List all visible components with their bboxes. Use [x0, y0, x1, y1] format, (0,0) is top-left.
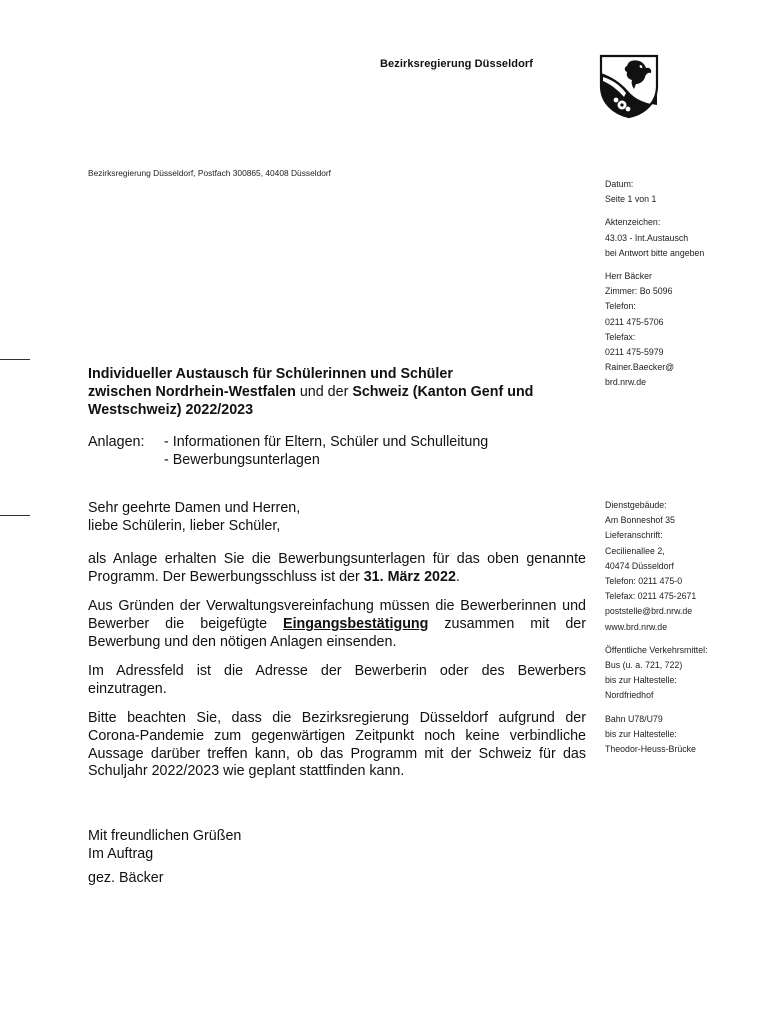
room-number: Zimmer: Bo 5096: [605, 286, 673, 297]
tram-stop-label: bis zur Haltestelle:: [605, 728, 677, 739]
fax-label: Telefax:: [605, 331, 636, 342]
fold-mark-bottom: [0, 515, 30, 516]
deadline-end: .: [455, 568, 460, 585]
authority-name: Bezirksregierung Düsseldorf: [380, 58, 534, 70]
deadline-text: als Anlage erhalten Sie die Bewerbungsunterlagen für das oben genannte Programm. Der Bewerbungsschluss ist der: [88, 551, 586, 585]
fax-number: 0211 475-5979: [605, 347, 664, 358]
phone-label: Telefon:: [605, 301, 636, 312]
tram-lines: Bahn U78/U79: [605, 713, 663, 724]
attachment-item: - Informationen für Eltern, Schüler und Schulleitung: [164, 434, 489, 450]
subject-connector: und der: [295, 384, 353, 401]
fold-mark-top: [0, 359, 30, 360]
file-ref: 43.03 - Int.Austausch: [605, 232, 689, 243]
nrw-coat-of-arms-icon: [598, 53, 660, 119]
paragraph-address: Im Adressfeld ist die Adresse der Bewerberin oder des Bewerbers einzutragen.: [88, 663, 586, 697]
office-email: poststelle@brd.nrw.de: [605, 606, 693, 617]
salutation: [88, 500, 586, 535]
paragraph-pandemic: Bitte beachten Sie, dass die Bezirksregierung Düsseldorf aufgrund der Corona-Pandemie zum gegenwärtigen Zeitpunkt noch keine verbindliche Aussage darüber treffen kann, ob das Programm mit der Schweiz für das Schuljahr 2022/2023 wie geplant stattfinden kann.: [88, 710, 586, 780]
file-ref-label: Aktenzeichen:: [605, 217, 661, 228]
confirmation-emphasis: Eingangsbestätigung: [283, 615, 429, 632]
subject-switzerland: Schweiz (Kanton Genf und Westschweiz) 2022/2023: [88, 384, 534, 419]
office-phone: Telefon: 0211 475-0: [605, 576, 683, 587]
email-line-2: brd.nrw.de: [605, 377, 647, 388]
delivery-street: Cecilienallee 2,: [605, 545, 665, 556]
delivery-label: Lieferanschrift:: [605, 530, 663, 541]
paragraph-confirmation: [88, 598, 586, 651]
closing-on-behalf: Im Auftrag: [88, 846, 154, 862]
subject-region: zwischen Nordrhein-Westfalen: [88, 384, 296, 401]
file-ref-note: bei Antwort bitte angeben: [605, 247, 705, 258]
transport-label: Öffentliche Verkehrsmittel:: [605, 644, 708, 655]
bus-stop-label: bis zur Haltestelle:: [605, 675, 677, 686]
signature: gez. Bäcker: [88, 870, 164, 886]
letter-closing: [88, 827, 241, 887]
bus-stop: Nordfriedhof: [605, 690, 654, 701]
phone-number: 0211 475-5706: [605, 316, 664, 327]
bus-lines: Bus (u. a. 721, 722): [605, 660, 683, 671]
email-line-1: Rainer.Baecker@: [605, 362, 675, 373]
attachments-list: [88, 433, 488, 469]
letter-subject: [88, 365, 588, 420]
confirmation-text-1: Aus Gründen der Verwaltungsvereinfachung müssen die Bewerberinnen und Bewerber die beigefügte: [88, 598, 586, 632]
building-address: Am Bonneshof 35: [605, 515, 675, 526]
confirmation-text-2: zusammen mit der Bewerbung und den nötigen Anlagen einsenden.: [88, 615, 587, 650]
sidebar-reference-info: [605, 177, 704, 391]
sidebar-office-info: [605, 498, 708, 757]
subject-line-1: Individueller Austausch für Schülerinnen und Schüler: [88, 366, 453, 382]
delivery-city: 40474 Düsseldorf: [605, 560, 674, 571]
salutation-line-1: Sehr geehrte Damen und Herren,: [88, 500, 301, 516]
attachments-label: Anlagen:: [88, 434, 145, 450]
office-website: www.brd.nrw.de: [605, 621, 668, 632]
tram-stop: Theodor-Heuss-Brücke: [605, 744, 696, 755]
deadline-date: 31. März 2022: [363, 568, 456, 585]
closing-greeting: Mit freundlichen Grüßen: [88, 828, 242, 844]
paragraph-deadline: [88, 551, 586, 586]
date-label: Datum:: [605, 179, 634, 189]
letter-body: [88, 500, 586, 793]
building-label: Dienstgebäude:: [605, 500, 667, 510]
office-fax: Telefax: 0211 475-2671: [605, 591, 697, 602]
page-count: Seite 1 von 1: [605, 194, 657, 205]
attachment-item: - Bewerbungsunterlagen: [164, 452, 320, 469]
contact-name: Herr Bäcker: [605, 271, 652, 282]
sender-address-line: Bezirksregierung Düsseldorf, Postfach 300865, 40408 Düsseldorf: [88, 168, 332, 178]
salutation-line-2: liebe Schülerin, lieber Schüler,: [88, 517, 281, 534]
